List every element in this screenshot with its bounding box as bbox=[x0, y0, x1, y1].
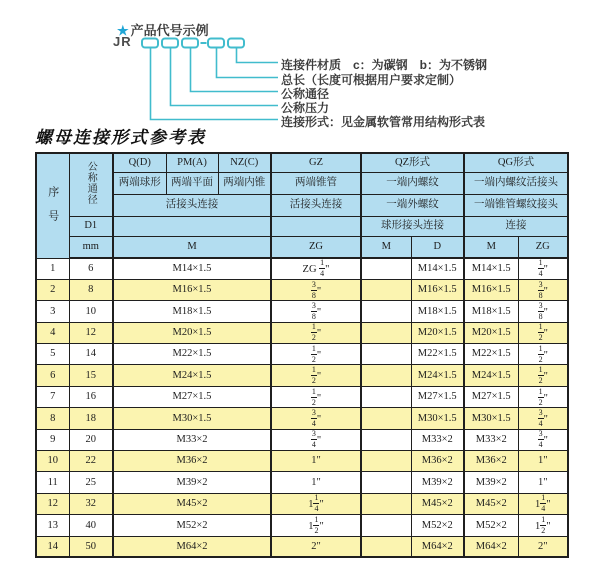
table-cell bbox=[361, 386, 411, 407]
header-gz-conn: 活接头连接 bbox=[271, 194, 361, 216]
table-title: 螺母连接形式参考表 bbox=[35, 128, 206, 148]
table-cell: M45×2 bbox=[411, 493, 464, 514]
table-cell: M39×2 bbox=[113, 472, 271, 493]
table-cell: 4 bbox=[36, 322, 69, 343]
table-cell: 1 bbox=[36, 258, 69, 279]
header-qg-desc2: 一端锥管螺纹接头 bbox=[464, 194, 568, 216]
table-row bbox=[36, 429, 568, 450]
header-union-conn: 活接头连接 bbox=[113, 194, 271, 216]
table-cell: 8 bbox=[36, 408, 69, 429]
table-cell: $\frac{3}{8}$ " bbox=[518, 279, 568, 300]
star-icon: ★ bbox=[117, 23, 129, 38]
fraction: $\frac{1}{2}$ bbox=[541, 514, 546, 535]
table-cell: M30×1.5 bbox=[113, 408, 271, 429]
fraction: $\frac{1}{2}$ bbox=[314, 514, 319, 535]
table-cell: 16 bbox=[69, 386, 113, 407]
header-nz-desc: 两端内锥 bbox=[218, 172, 271, 194]
fraction: $\frac{1}{2}$ bbox=[538, 386, 543, 407]
diagram-label-material: 连接件材质 c：为碳钢 b：为不锈钢 bbox=[281, 58, 488, 72]
table-cell: M33×2 bbox=[113, 429, 271, 450]
table-cell: ZG $\frac{1}{4}$ " bbox=[271, 258, 361, 279]
table-row bbox=[36, 279, 568, 300]
table-cell: 6 bbox=[69, 258, 113, 279]
header-col-qz: QZ形式 bbox=[361, 153, 464, 172]
header-m-merged: M bbox=[113, 236, 271, 258]
table-cell: M20×1.5 bbox=[464, 322, 518, 343]
table-cell: M36×2 bbox=[113, 451, 271, 472]
table-cell: $\frac{1}{4}$ " bbox=[518, 258, 568, 279]
table-cell bbox=[361, 429, 411, 450]
table-cell bbox=[361, 493, 411, 514]
header-qg-m: M bbox=[464, 236, 518, 258]
table-cell: 15 bbox=[69, 365, 113, 386]
table-cell bbox=[361, 344, 411, 365]
header-qz-d: D bbox=[411, 236, 464, 258]
header-qg-conn: 连接 bbox=[464, 216, 568, 236]
table-cell: M39×2 bbox=[464, 472, 518, 493]
table-cell: $\frac{3}{8}$ " bbox=[518, 301, 568, 322]
table-cell bbox=[361, 301, 411, 322]
table-cell: M24×1.5 bbox=[113, 365, 271, 386]
header-col-q: Q(D) bbox=[113, 153, 166, 172]
table-cell: 1 $\frac{1}{4}$ " bbox=[271, 493, 361, 514]
fraction: $\frac{1}{4}$ bbox=[538, 258, 543, 279]
code-box-4 bbox=[208, 39, 224, 48]
table-cell: 1 $\frac{1}{2}$ " bbox=[271, 515, 361, 536]
header-qz-conn: 球形接头连接 bbox=[361, 216, 464, 236]
table-cell: M52×2 bbox=[113, 515, 271, 536]
fraction: $\frac{1}{2}$ bbox=[311, 343, 316, 364]
table-cell: 2 bbox=[36, 279, 69, 300]
fraction: $\frac{1}{2}$ bbox=[538, 365, 543, 386]
header-col-qg: QG形式 bbox=[464, 153, 568, 172]
table-cell: M18×1.5 bbox=[113, 301, 271, 322]
table-cell bbox=[361, 258, 411, 279]
table-cell bbox=[361, 279, 411, 300]
header-seq: 序号 bbox=[36, 153, 69, 258]
table-cell: 1" bbox=[271, 472, 361, 493]
table-row bbox=[36, 451, 568, 472]
diagram-label-form: 连接形式：见金属软管常用结构形式表 bbox=[281, 115, 486, 129]
table-cell: $\frac{1}{2}$ " bbox=[518, 386, 568, 407]
table-cell: $\frac{3}{4}$ " bbox=[271, 408, 361, 429]
table-cell: M45×2 bbox=[113, 493, 271, 514]
table-cell: $\frac{1}{2}$ " bbox=[271, 344, 361, 365]
fraction: $\frac{3}{8}$ bbox=[538, 279, 543, 300]
table-cell: M27×1.5 bbox=[411, 386, 464, 407]
table-cell: M18×1.5 bbox=[411, 301, 464, 322]
header-qz-desc1: 一端内螺纹 bbox=[361, 172, 464, 194]
table-cell bbox=[361, 472, 411, 493]
fraction: $\frac{3}{4}$ bbox=[538, 429, 543, 450]
table-cell: M27×1.5 bbox=[113, 386, 271, 407]
table-cell: M22×1.5 bbox=[464, 344, 518, 365]
table-cell: $\frac{3}{8}$ " bbox=[271, 301, 361, 322]
header-mm: mm bbox=[69, 236, 113, 258]
table-cell: 10 bbox=[69, 301, 113, 322]
table-cell: M30×1.5 bbox=[464, 408, 518, 429]
fraction: $\frac{3}{8}$ bbox=[311, 300, 316, 321]
code-box-5 bbox=[228, 39, 244, 48]
table-cell bbox=[361, 365, 411, 386]
fraction: $\frac{1}{2}$ bbox=[311, 322, 316, 343]
table-cell: 13 bbox=[36, 515, 69, 536]
table-cell: $\frac{3}{4}$ " bbox=[271, 429, 361, 450]
table-cell: 1" bbox=[518, 472, 568, 493]
fraction: $\frac{1}{2}$ bbox=[311, 365, 316, 386]
table-cell: 50 bbox=[69, 536, 113, 557]
header-col-nz: NZ(C) bbox=[218, 153, 271, 172]
table-cell: 18 bbox=[69, 408, 113, 429]
table-cell bbox=[361, 451, 411, 472]
table-cell: 1" bbox=[518, 451, 568, 472]
code-box-2 bbox=[162, 39, 178, 48]
table-cell: M27×1.5 bbox=[464, 386, 518, 407]
header-empty-left bbox=[113, 216, 271, 236]
diagram-label-length: 总长（长度可根据用户要求定制） bbox=[281, 73, 462, 87]
table-cell: M20×1.5 bbox=[411, 322, 464, 343]
connector-line-pressure bbox=[171, 48, 279, 106]
fraction: $\frac{1}{2}$ bbox=[311, 386, 316, 407]
table-row bbox=[36, 386, 568, 407]
table-cell: 1 $\frac{1}{2}$ " bbox=[518, 515, 568, 536]
fraction: $\frac{1}{4}$ bbox=[314, 493, 319, 514]
table-cell: M36×2 bbox=[411, 451, 464, 472]
table-cell: M18×1.5 bbox=[464, 301, 518, 322]
table-cell: M24×1.5 bbox=[411, 365, 464, 386]
header-qz-m: M bbox=[361, 236, 411, 258]
fraction: $\frac{3}{4}$ bbox=[311, 429, 316, 450]
table-body bbox=[36, 258, 568, 557]
connector-line-form bbox=[151, 48, 279, 120]
table-row bbox=[36, 515, 568, 536]
fraction: $\frac{1}{2}$ bbox=[538, 343, 543, 364]
table-cell: 6 bbox=[36, 365, 69, 386]
table-cell: 14 bbox=[69, 344, 113, 365]
nut-connection-table bbox=[35, 152, 569, 558]
table-cell: 22 bbox=[69, 451, 113, 472]
table-cell: M45×2 bbox=[464, 493, 518, 514]
table-cell: 25 bbox=[69, 472, 113, 493]
header-gz-desc: 两端锥管 bbox=[271, 172, 361, 194]
table-cell: M52×2 bbox=[411, 515, 464, 536]
header-col-pm: PM(A) bbox=[166, 153, 218, 172]
table-cell: M16×1.5 bbox=[464, 279, 518, 300]
table-cell: 2" bbox=[518, 536, 568, 557]
header-pm-desc: 两端平面 bbox=[166, 172, 218, 194]
table-cell: $\frac{1}{2}$ " bbox=[271, 386, 361, 407]
table-cell: 9 bbox=[36, 429, 69, 450]
table-cell: M33×2 bbox=[411, 429, 464, 450]
diagram-label-diameter: 公称通径 bbox=[281, 87, 330, 101]
table-cell: 2" bbox=[271, 536, 361, 557]
table-cell: M52×2 bbox=[464, 515, 518, 536]
table-cell: M22×1.5 bbox=[113, 344, 271, 365]
code-box-3 bbox=[182, 39, 198, 48]
connector-line-material bbox=[237, 48, 279, 63]
table-cell: 8 bbox=[69, 279, 113, 300]
table-cell: M14×1.5 bbox=[464, 258, 518, 279]
table-cell: $\frac{3}{8}$ " bbox=[271, 279, 361, 300]
diagram-heading-text: 产品代号示例 bbox=[130, 23, 209, 38]
table-cell: 20 bbox=[69, 429, 113, 450]
table-cell: $\frac{1}{2}$ " bbox=[518, 322, 568, 343]
table-row bbox=[36, 365, 568, 386]
table-cell: $\frac{1}{2}$ " bbox=[518, 344, 568, 365]
table-row bbox=[36, 493, 568, 514]
table-row bbox=[36, 408, 568, 429]
table-cell: M20×1.5 bbox=[113, 322, 271, 343]
table-cell: 32 bbox=[69, 493, 113, 514]
table-cell: M36×2 bbox=[464, 451, 518, 472]
table-cell: M64×2 bbox=[464, 536, 518, 557]
header-qg-zg: ZG bbox=[518, 236, 568, 258]
header-empty-gz bbox=[271, 216, 361, 236]
table-cell: $\frac{1}{2}$ " bbox=[518, 365, 568, 386]
table-cell: M22×1.5 bbox=[411, 344, 464, 365]
fraction: $\frac{3}{4}$ bbox=[311, 407, 316, 428]
table-row bbox=[36, 322, 568, 343]
code-prefix: JR bbox=[113, 34, 132, 49]
table-cell: $\frac{3}{4}$ " bbox=[518, 408, 568, 429]
table-cell: M14×1.5 bbox=[411, 258, 464, 279]
fraction: $\frac{3}{8}$ bbox=[311, 279, 316, 300]
header-col-gz: GZ bbox=[271, 153, 361, 172]
table-cell: M14×1.5 bbox=[113, 258, 271, 279]
table-row bbox=[36, 472, 568, 493]
header-q-desc: 两端球形 bbox=[113, 172, 166, 194]
header-qz-desc2: 一端外螺纹 bbox=[361, 194, 464, 216]
table-cell: 3 bbox=[36, 301, 69, 322]
table-cell: 11 bbox=[36, 472, 69, 493]
fraction: $\frac{1}{4}$ bbox=[320, 258, 325, 279]
table-cell: 10 bbox=[36, 451, 69, 472]
table-header bbox=[36, 153, 568, 258]
header-d1: D1 bbox=[69, 216, 113, 236]
table-cell: M64×2 bbox=[113, 536, 271, 557]
table-row bbox=[36, 301, 568, 322]
table-cell: M30×1.5 bbox=[411, 408, 464, 429]
header-dn: 公称通径 bbox=[69, 153, 113, 216]
table-cell bbox=[361, 536, 411, 557]
header-zg-col: ZG bbox=[271, 236, 361, 258]
table-cell: 5 bbox=[36, 344, 69, 365]
table-cell bbox=[361, 515, 411, 536]
table-cell: 12 bbox=[69, 322, 113, 343]
fraction: $\frac{3}{8}$ bbox=[538, 300, 543, 321]
table-cell: M64×2 bbox=[411, 536, 464, 557]
table-cell: 40 bbox=[69, 515, 113, 536]
code-box-1 bbox=[142, 39, 158, 48]
table-cell: M39×2 bbox=[411, 472, 464, 493]
table-cell: 7 bbox=[36, 386, 69, 407]
table-cell: M16×1.5 bbox=[113, 279, 271, 300]
table-cell: M33×2 bbox=[464, 429, 518, 450]
table-cell: 12 bbox=[36, 493, 69, 514]
table-cell: M16×1.5 bbox=[411, 279, 464, 300]
table-cell bbox=[361, 322, 411, 343]
diagram-label-pressure: 公称压力 bbox=[281, 101, 330, 115]
connector-line-diameter bbox=[191, 48, 279, 92]
fraction: $\frac{1}{4}$ bbox=[541, 493, 546, 514]
table-cell: $\frac{3}{4}$ " bbox=[518, 429, 568, 450]
table-row bbox=[36, 344, 568, 365]
table-cell: 1 $\frac{1}{4}$ " bbox=[518, 493, 568, 514]
table-row bbox=[36, 536, 568, 557]
table-cell: 1" bbox=[271, 451, 361, 472]
table-cell: 14 bbox=[36, 536, 69, 557]
table-cell: $\frac{1}{2}$ " bbox=[271, 365, 361, 386]
table-cell: $\frac{1}{2}$ " bbox=[271, 322, 361, 343]
header-qg-desc1: 一端内螺纹活接头 bbox=[464, 172, 568, 194]
table-cell bbox=[361, 408, 411, 429]
fraction: $\frac{1}{2}$ bbox=[538, 322, 543, 343]
fraction: $\frac{3}{4}$ bbox=[538, 407, 543, 428]
table-row bbox=[36, 258, 568, 279]
table-cell: M24×1.5 bbox=[464, 365, 518, 386]
